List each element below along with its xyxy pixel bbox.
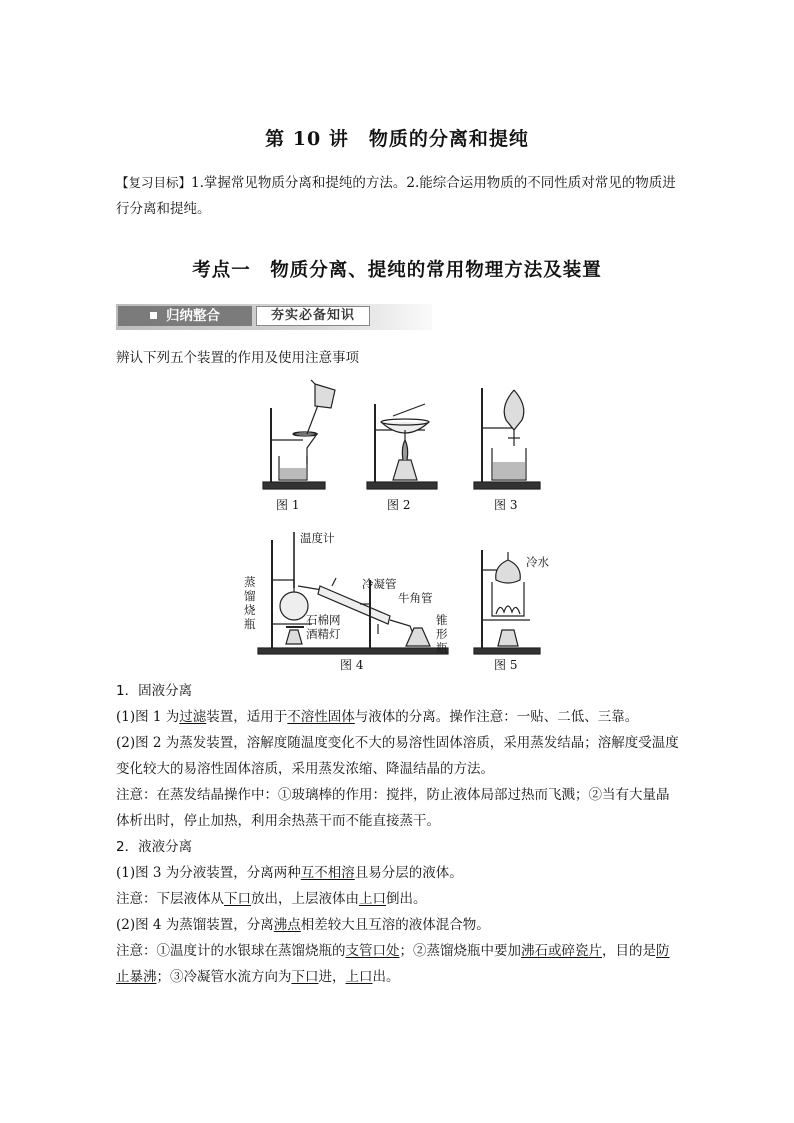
- label-flask-1: 蒸: [244, 575, 256, 589]
- s2-p3: (2)图 4 为蒸馏装置，分离沸点相差较大且互溶的液体混合物。: [116, 917, 490, 933]
- goal-tag: 【复习目标】: [116, 175, 192, 190]
- label-flask-3: 烧: [244, 603, 256, 617]
- figure-3-caption: 图 3: [494, 498, 518, 512]
- figure-2-caption: 图 2: [387, 498, 411, 512]
- figure-3-separatory-funnel: [470, 384, 550, 492]
- figure-2-evaporation: [363, 400, 447, 492]
- label-condenser: 冷凝管: [362, 577, 397, 591]
- review-goal: [116, 170, 682, 222]
- label-cone-3: 瓶: [436, 641, 448, 655]
- label-flask-2: 馏: [244, 589, 256, 603]
- section-1-heading: 1．固液分离: [116, 683, 193, 699]
- section-title: 考点一 物质分离、提纯的常用物理方法及装置: [192, 260, 602, 281]
- s2-p2: 注意：下层液体从下口放出，上层液体由上口倒出。: [116, 891, 427, 907]
- label-cone-1: 锥: [436, 613, 448, 627]
- square-icon: [150, 312, 157, 319]
- figure-1-filtration: [255, 378, 347, 492]
- label-gauze: 石棉网: [306, 613, 341, 627]
- s2-p4: 注意：①温度计的水银球在蒸馏烧瓶的支管口处；②蒸馏烧瓶中要加沸石或碎瓷片，目的是防止暴沸；③冷凝管水流方向为下口进，上口出。: [116, 943, 670, 985]
- section-banner: [116, 304, 432, 330]
- body-text: [116, 678, 682, 990]
- banner-left-label: 归纳整合: [166, 308, 220, 324]
- label-flask-4: 瓶: [244, 617, 256, 631]
- figure-4-distillation: [242, 524, 454, 658]
- figure-5-caption: 图 5: [494, 658, 518, 672]
- label-thermometer: 温度计: [300, 531, 335, 545]
- banner-left: [118, 306, 252, 326]
- banner-right: 夯实必备知识: [256, 306, 370, 326]
- section-2-heading: 2．液液分离: [116, 839, 193, 855]
- goal-text: 1.掌握常见物质分离和提纯的方法。2.能综合运用物质的不同性质对常见的物质进行分离和提纯。: [116, 175, 676, 217]
- figure-4-caption: 图 4: [340, 658, 364, 672]
- label-lamp: 酒精灯: [306, 627, 341, 641]
- s1-p1: (1)图 1 为过滤装置，适用于不溶性固体与液体的分离。操作注意：一贴、二低、三靠。: [116, 709, 639, 725]
- s2-p1: (1)图 3 为分液装置，分离两种互不相溶且易分层的液体。: [116, 865, 463, 881]
- label-adapter: 牛角管: [398, 591, 433, 605]
- figure-1-caption: 图 1: [276, 498, 300, 512]
- s1-p3: 注意：在蒸发结晶操作中：①玻璃棒的作用：搅拌，防止液体局部过热而飞溅；②当有大量晶体析出时，停止加热，利用余热蒸干而不能直接蒸干。: [116, 787, 670, 829]
- page-title: 第 10 讲 物质的分离和提纯: [265, 128, 529, 150]
- label-cone-2: 形: [436, 627, 448, 641]
- label-cold-water: 冷水: [526, 555, 549, 569]
- figure-5-sublimation: [470, 546, 556, 656]
- intro-text: 辨认下列五个装置的作用及使用注意事项: [116, 350, 359, 366]
- s1-p2: (2)图 2 为蒸发装置，溶解度随温度变化不大的易溶性固体溶质，采用蒸发结晶；溶解度受温度变化较大的易溶性固体溶质，采用蒸发浓缩、降温结晶的方法。: [116, 735, 679, 777]
